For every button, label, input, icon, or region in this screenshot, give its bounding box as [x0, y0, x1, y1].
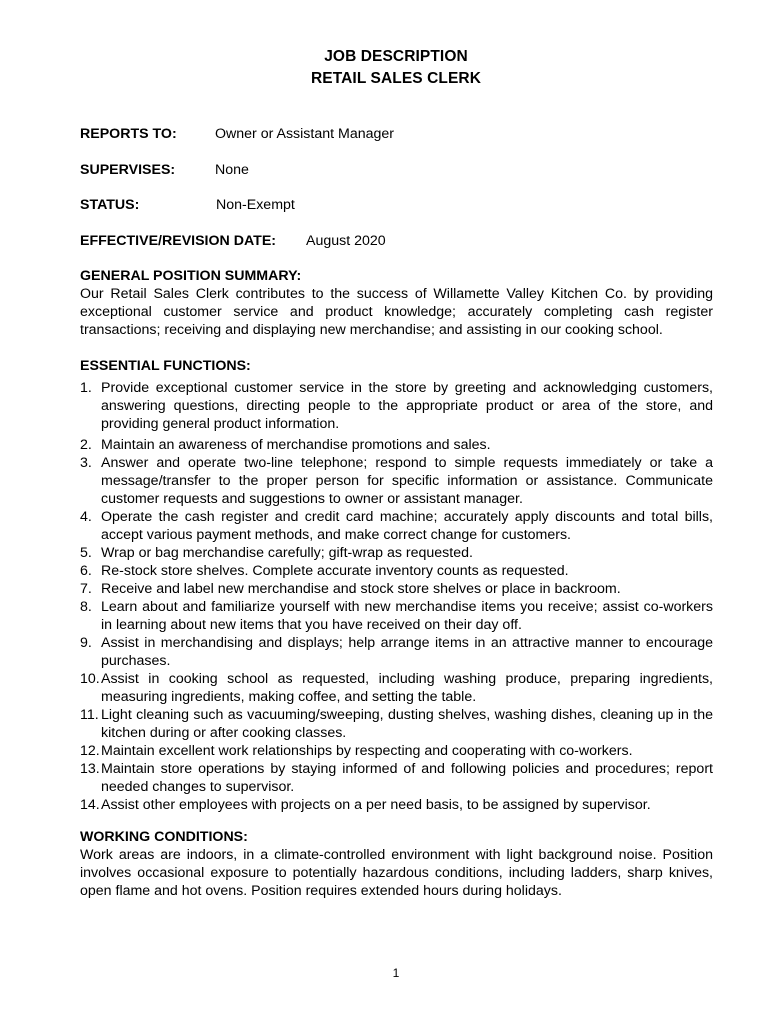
item-number: 5. [80, 545, 92, 561]
list-item [80, 598, 713, 634]
list-item [80, 742, 713, 760]
effective-date-field [80, 232, 386, 250]
reports-to-label: REPORTS TO: [80, 126, 177, 142]
item-text: Assist in merchandising and displays; help arrange items in an attractive manner to encourage purchases. [101, 635, 713, 669]
item-text: Light cleaning such as vacuuming/sweeping, dusting shelves, washing dishes, cleaning up in the kitchen during or after cooking classes. [101, 707, 713, 741]
item-number: 11. [80, 707, 99, 723]
item-number: 7. [80, 581, 92, 597]
item-text: Maintain an awareness of merchandise promotions and sales. [101, 437, 491, 453]
essential-functions-heading: ESSENTIAL FUNCTIONS: [80, 358, 251, 374]
item-text: Learn about and familiarize yourself with new merchandise items you receive; assist co-workers in learning about new items that you have received on their day off. [101, 599, 713, 633]
item-number: 14. [80, 797, 100, 813]
status-value: Non-Exempt [216, 197, 295, 213]
item-text: Wrap or bag merchandise carefully; gift-wrap as requested. [101, 545, 473, 561]
effective-date-value: August 2020 [306, 233, 386, 249]
item-text: Answer and operate two-line telephone; respond to simple requests immediately or take a message/transfer to the proper person for specific information or assistance. Communicate customer requests and suggestions to owner or assistant manager. [101, 455, 713, 507]
supervises-field [80, 161, 249, 179]
summary-heading: GENERAL POSITION SUMMARY: [80, 268, 302, 284]
list-item [80, 379, 713, 433]
status-label: STATUS: [80, 197, 140, 213]
list-item [80, 544, 713, 562]
item-text: Assist other employees with projects on a per need basis, to be assigned by supervisor. [101, 797, 651, 813]
item-text: Operate the cash register and credit card machine; accurately apply discounts and total bills, accept various payment methods, and make correct change for customers. [101, 509, 713, 543]
item-number: 10. [80, 671, 100, 687]
item-text: Re-stock store shelves. Complete accurate inventory counts as requested. [101, 563, 569, 579]
item-number: 3. [80, 455, 92, 471]
list-item [80, 562, 713, 580]
list-item [80, 634, 713, 670]
item-text: Provide exceptional customer service in the store by greeting and acknowledging customers, answering questions, directing people to the appropriate product or area of the store, and providing general product information. [101, 380, 713, 432]
essential-functions-list [80, 379, 713, 814]
reports-to-field [80, 125, 394, 143]
item-text: Maintain excellent work relationships by respecting and cooperating with co-workers. [101, 743, 633, 759]
effective-date-label: EFFECTIVE/REVISION DATE: [80, 233, 277, 249]
item-text: Receive and label new merchandise and stock store shelves or place in backroom. [101, 581, 621, 597]
list-item [80, 670, 713, 706]
list-item [80, 706, 713, 742]
document-title: JOB DESCRIPTION [324, 48, 468, 65]
item-text: Assist in cooking school as requested, including washing produce, preparing ingredients, measuring ingredients, making coffee, and setting the table. [101, 671, 713, 705]
item-number: 12. [80, 743, 100, 759]
working-conditions-heading: WORKING CONDITIONS: [80, 829, 248, 845]
item-number: 9. [80, 635, 92, 651]
item-number: 8. [80, 599, 92, 615]
list-item [80, 436, 713, 454]
document-subtitle: RETAIL SALES CLERK [310, 70, 481, 87]
working-conditions-text: Work areas are indoors, in a climate-controlled environment with light background noise. Position involves occasional exposure to potentially hazardous conditions, including ladders, sharp knives, open flame and hot ovens. Position requires extended hours during holidays. [80, 847, 713, 899]
item-number: 4. [80, 509, 92, 525]
list-item [80, 454, 713, 508]
list-item [80, 508, 713, 544]
item-number: 6. [80, 563, 92, 579]
list-item [80, 580, 713, 598]
item-text: Maintain store operations by staying informed of and following policies and procedures; report needed changes to supervisor. [101, 761, 713, 795]
supervises-value: None [215, 162, 249, 178]
list-item [80, 796, 713, 814]
supervises-label: SUPERVISES: [80, 162, 176, 178]
page-number: 1 [392, 966, 400, 980]
item-number: 1. [80, 380, 92, 396]
summary-text: Our Retail Sales Clerk contributes to the success of Willamette Valley Kitchen Co. by providing exceptional customer service and product knowledge; accurately completing cash register transactions; receiving and displaying new merchandise; and assisting in our cooking school. [80, 286, 713, 338]
item-number: 2. [80, 437, 92, 453]
reports-to-value: Owner or Assistant Manager [215, 126, 394, 142]
status-field [80, 196, 295, 214]
list-item [80, 760, 713, 796]
item-number: 13. [80, 761, 100, 777]
